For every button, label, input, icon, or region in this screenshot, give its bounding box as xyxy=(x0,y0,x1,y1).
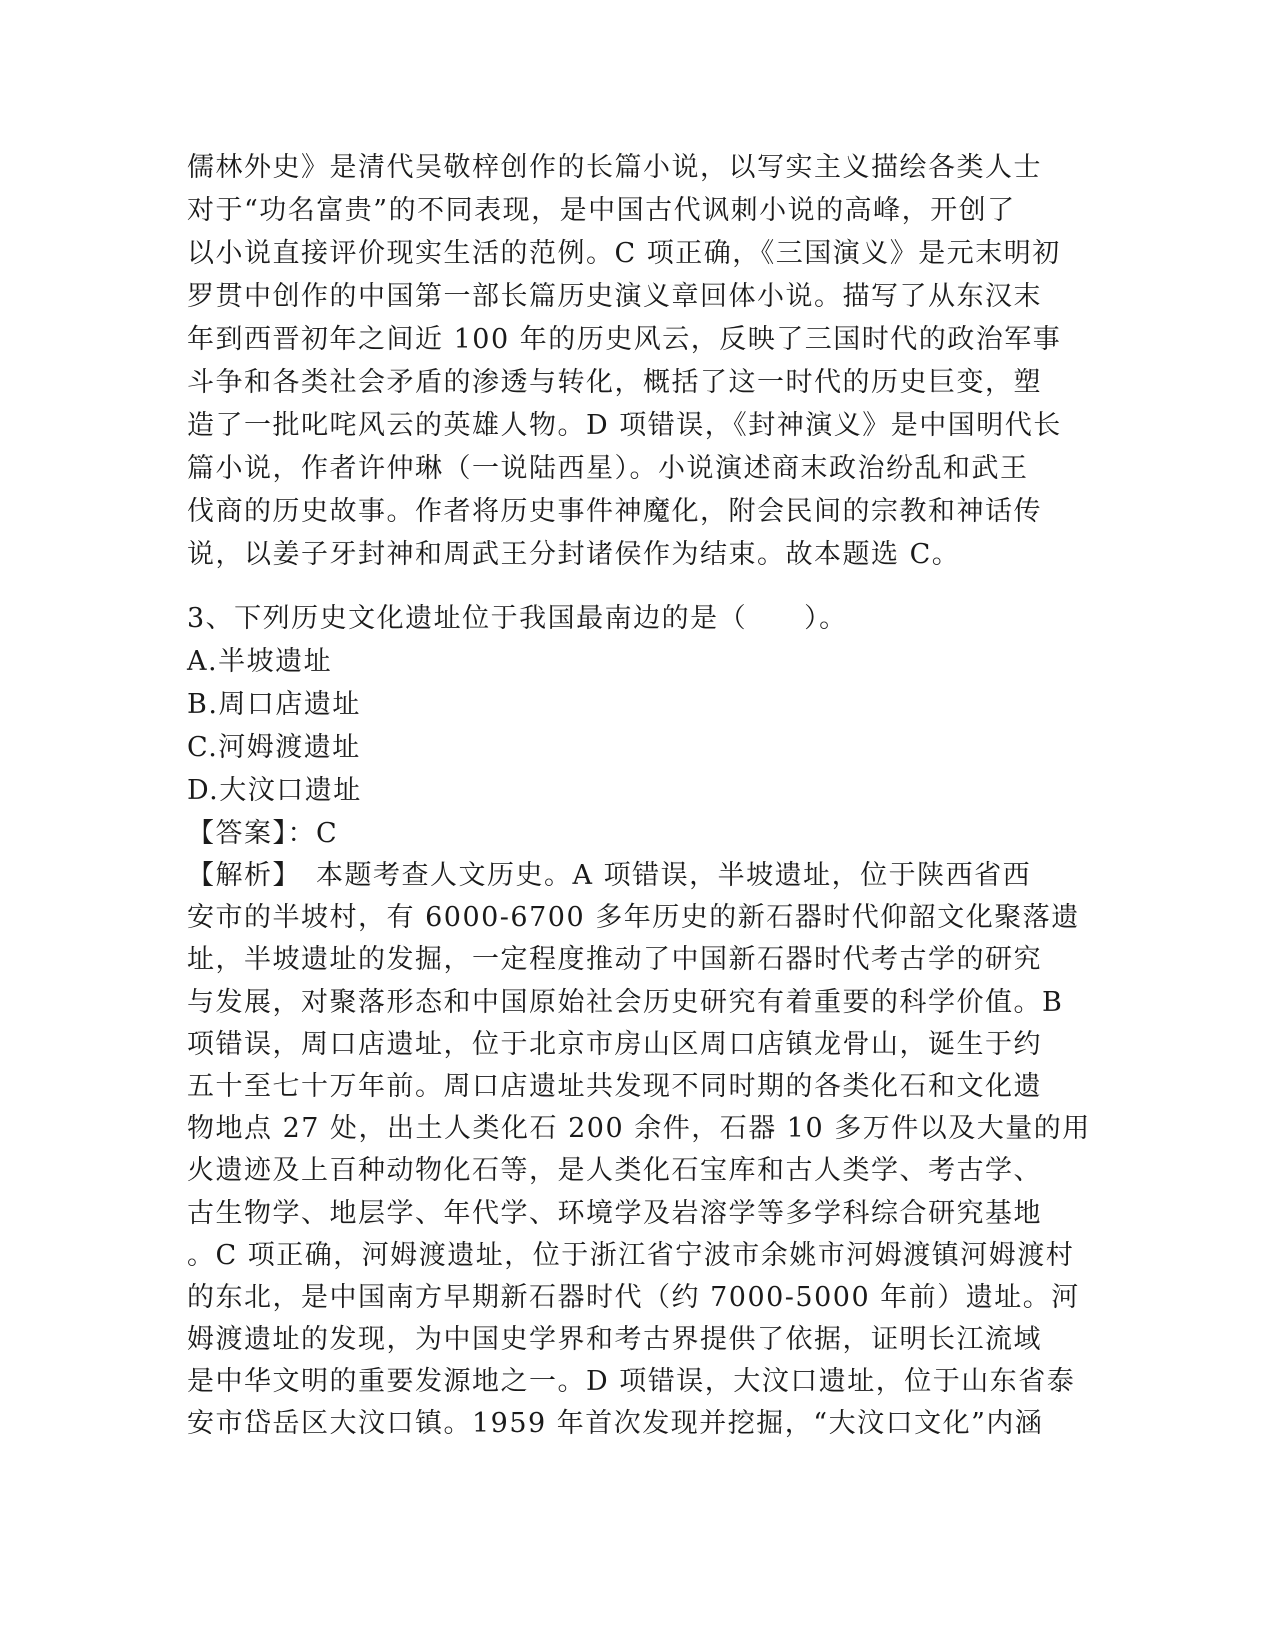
text-line: 与发展，对聚落形态和中国原始社会历史研究有着重要的科学价值。B xyxy=(187,986,1064,1018)
option-a: A.半坡遗址 xyxy=(187,646,333,677)
text-line: 以小说直接评价现实生活的范例。C 项正确，《三国演义》是元末明初 xyxy=(187,238,1061,269)
answer-explanation-continued xyxy=(187,146,1087,576)
option-c: C.河姆渡遗址 xyxy=(187,732,361,763)
text-line: 址，半坡遗址的发掘，一定程度推动了中国新石器时代考古学的研究 xyxy=(187,944,1042,976)
text-line: 古生物学、地层学、年代学、环境学及岩溶学等多学科综合研究基地 xyxy=(187,1197,1042,1229)
text-line: 【解析】 本题考查人文历史。A 项错误，半坡遗址，位于陕西省西 xyxy=(187,860,1032,891)
text-line: 安市的半坡村，有 6000-6700 多年历史的新石器时代仰韶文化聚落遗 xyxy=(187,902,1080,934)
text-line: 。C 项正确，河姆渡遗址，位于浙江省宁波市余姚市河姆渡镇河姆渡村 xyxy=(187,1239,1075,1271)
text-line: 造了一批叱咤风云的英雄人物。D 项错误，《封神演义》是中国明代长 xyxy=(187,410,1062,441)
option-d: D.大汶口遗址 xyxy=(187,775,362,806)
text-line: 说，以姜子牙封神和周武王分封诸侯作为结束。故本题选 C。 xyxy=(187,539,961,570)
text-line: 篇小说，作者许仲琳（一说陆西星）。小说演述商末政治纷乱和武王 xyxy=(187,453,1029,484)
text-line: 的东北，是中国南方早期新石器时代（约 7000-5000 年前）遗址。河 xyxy=(187,1281,1080,1313)
text-line: 儒林外史》是清代吴敬梓创作的长篇小说，以写实主义描绘各类人士 xyxy=(187,152,1042,183)
question-stem: 3、下列历史文化遗址位于我国最南边的是（ ）。 xyxy=(187,603,848,634)
text-line: 项错误，周口店遗址，位于北京市房山区周口店镇龙骨山，诞生于约 xyxy=(187,1028,1042,1060)
text-line: 是中华文明的重要发源地之一。D 项错误，大汶口遗址，位于山东省泰 xyxy=(187,1366,1076,1398)
text-line: 安市岱岳区大汶口镇。1959 年首次发现并挖掘，“大汶口文化”内涵 xyxy=(187,1408,1044,1440)
question-3-explanation xyxy=(187,855,1091,1446)
text-line: 对于“功名富贵”的不同表现，是中国古代讽刺小说的高峰，开创了 xyxy=(187,195,1016,226)
text-line: 伐商的历史故事。作者将历史事件神魔化，附会民间的宗教和神话传 xyxy=(187,496,1042,527)
text-line: 斗争和各类社会矛盾的渗透与转化，概括了这一时代的历史巨变，塑 xyxy=(187,367,1042,398)
text-line: 物地点 27 处，出土人类化石 200 余件，石器 10 多万件以及大量的用 xyxy=(187,1113,1091,1145)
text-line: 姆渡遗址的发现，为中国史学界和考古界提供了依据，证明长江流域 xyxy=(187,1324,1042,1356)
question-3 xyxy=(187,597,1087,855)
answer-label: 【答案】：C xyxy=(187,818,339,849)
text-line: 五十至七十万年前。周口店遗址共发现不同时期的各类化石和文化遗 xyxy=(187,1070,1042,1102)
text-line: 罗贯中创作的中国第一部长篇历史演义章回体小说。描写了从东汉末 xyxy=(187,281,1042,312)
text-line: 年到西晋初年之间近 100 年的历史风云，反映了三国时代的政治军事 xyxy=(187,324,1062,355)
option-b: B.周口店遗址 xyxy=(187,689,361,720)
text-line: 火遗迹及上百种动物化石等，是人类化石宝库和古人类学、考古学、 xyxy=(187,1155,1042,1187)
